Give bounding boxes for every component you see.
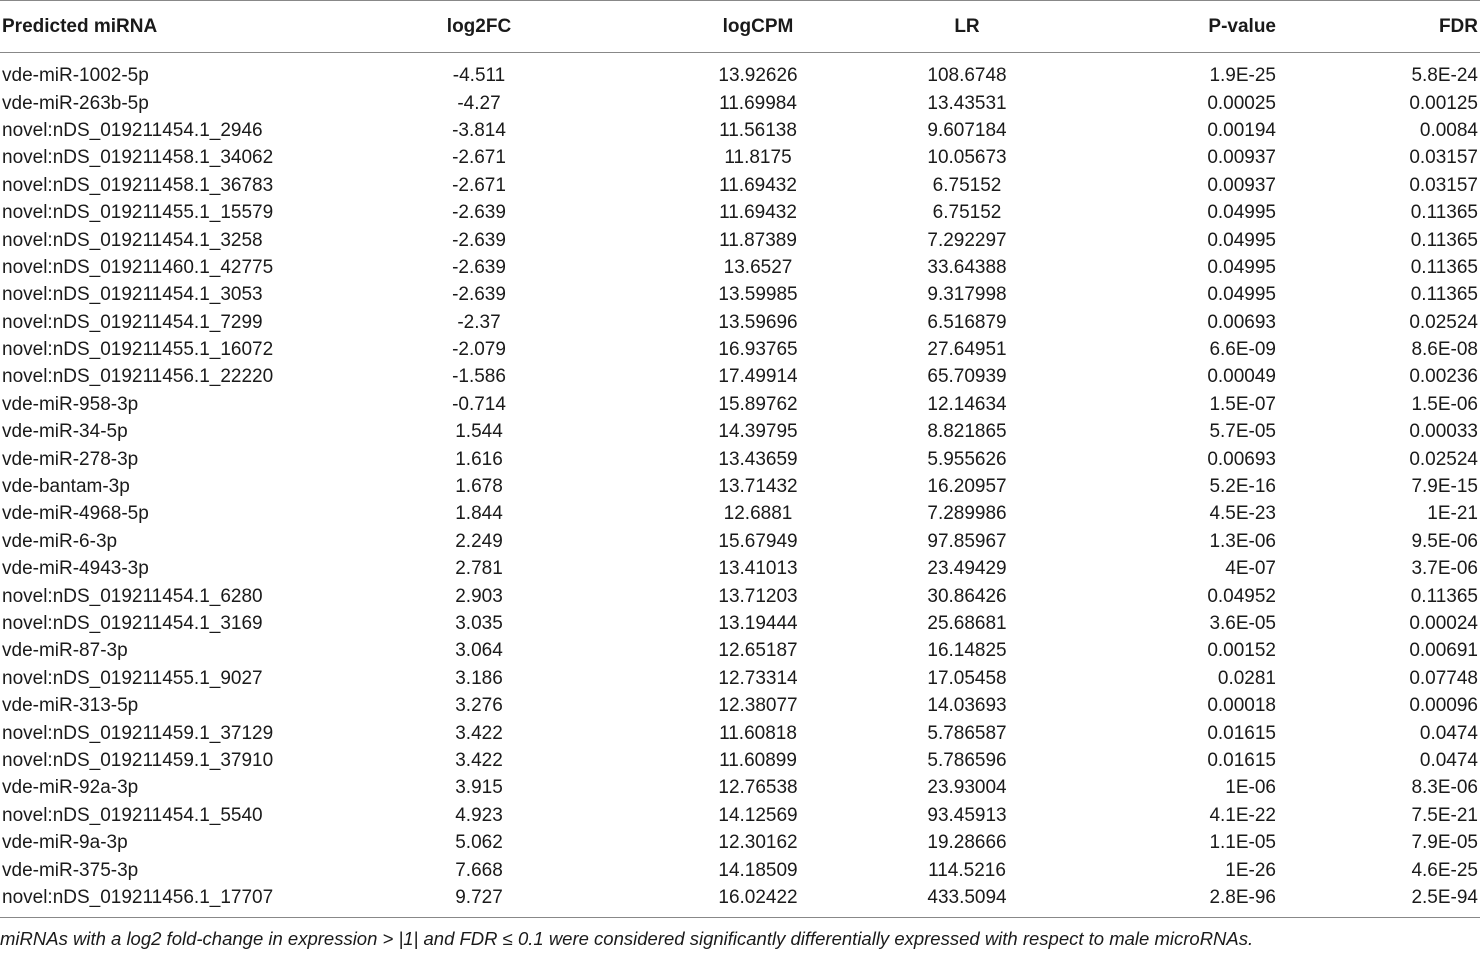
lr-cell: 5.786587	[927, 722, 1007, 744]
log2fc-cell: -2.079	[452, 339, 506, 361]
log2fc-cell: -4.27	[457, 92, 501, 114]
logcpm-cell: 11.69432	[719, 174, 797, 196]
logcpm-cell: 14.18509	[718, 859, 798, 881]
logcpm-cell: 11.69432	[719, 202, 797, 224]
fdr-cell: 7.9E-05	[1411, 832, 1478, 854]
logcpm-cell: 12.30162	[718, 832, 798, 854]
fdr-cell: 8.6E-08	[1411, 339, 1478, 361]
logcpm-cell: 13.41013	[718, 558, 798, 580]
fdr-cell: 0.11365	[1410, 585, 1478, 607]
p-value-cell: 0.0281	[1217, 667, 1276, 689]
mirna-name-cell: novel:nDS_019211455.1_9027	[2, 667, 263, 689]
table-row	[0, 829, 1480, 856]
log2fc-cell: -1.586	[452, 366, 506, 388]
fdr-cell: 0.11365	[1410, 229, 1478, 251]
log2fc-cell: 3.064	[455, 640, 503, 662]
p-value-cell: 6.6E-09	[1209, 339, 1276, 361]
p-value-cell: 0.04995	[1207, 256, 1276, 278]
p-value-cell: 0.04952	[1207, 585, 1276, 607]
mirna-name-cell: vde-miR-4968-5p	[2, 503, 149, 525]
lr-cell: 5.786596	[927, 749, 1007, 771]
lr-cell: 23.93004	[927, 777, 1007, 799]
lr-cell: 33.64388	[927, 256, 1007, 278]
mirna-name-cell: novel:nDS_019211454.1_3053	[2, 284, 263, 306]
table-row	[0, 473, 1480, 500]
lr-cell: 9.607184	[927, 119, 1007, 141]
log2fc-cell: -2.639	[452, 284, 506, 306]
fdr-cell: 0.11365	[1410, 284, 1478, 306]
mirna-name-cell: novel:nDS_019211454.1_3169	[2, 613, 263, 634]
table-row	[0, 419, 1480, 446]
lr-cell: 19.28666	[927, 832, 1007, 854]
logcpm-cell: 17.49914	[718, 366, 798, 388]
table-row	[0, 391, 1480, 418]
fdr-cell: 0.02524	[1409, 311, 1478, 333]
table-row	[0, 282, 1480, 309]
lr-cell: 6.75152	[932, 202, 1002, 224]
lr-cell: 108.6748	[927, 65, 1007, 87]
logcpm-cell: 12.65187	[718, 640, 798, 662]
mirna-name-cell: novel:nDS_019211460.1_42775	[2, 256, 274, 278]
fdr-cell: 1E-21	[1427, 503, 1478, 525]
fdr-cell: 7.5E-21	[1411, 804, 1478, 826]
header-lr: LR	[890, 1, 1044, 53]
mirna-name-cell: novel:nDS_019211455.1_15579	[2, 202, 274, 224]
p-value-cell: 2.8E-96	[1209, 886, 1276, 908]
log2fc-cell: 2.903	[455, 585, 503, 607]
log2fc-cell: 3.915	[455, 777, 503, 799]
p-value-cell: 0.00025	[1207, 92, 1276, 114]
lr-cell: 12.14634	[927, 393, 1007, 415]
p-value-cell: 1E-26	[1225, 859, 1276, 881]
log2fc-cell: -0.714	[452, 393, 506, 415]
mirna-name-cell: novel:nDS_019211455.1_16072	[2, 339, 274, 361]
lr-cell: 25.68681	[927, 613, 1007, 634]
lr-cell: 6.516879	[927, 311, 1007, 333]
logcpm-cell: 13.71432	[718, 476, 798, 498]
table-row	[0, 309, 1480, 336]
log2fc-cell: -2.671	[452, 174, 506, 196]
table-header	[0, 1, 1480, 53]
p-value-cell: 1.3E-06	[1209, 530, 1276, 552]
table-row	[0, 720, 1480, 747]
lr-cell: 8.821865	[927, 421, 1007, 443]
mirna-name-cell: novel:nDS_019211456.1_22220	[2, 366, 274, 388]
p-value-cell: 4.1E-22	[1209, 804, 1276, 826]
mirna-name-cell: novel:nDS_019211454.1_6280	[2, 585, 263, 607]
mirna-name-cell: novel:nDS_019211454.1_3258	[2, 229, 263, 251]
fdr-cell: 0.00236	[1409, 366, 1478, 388]
table-row	[0, 556, 1480, 583]
lr-cell: 23.49429	[927, 558, 1007, 580]
p-value-cell: 0.00937	[1207, 147, 1276, 169]
log2fc-cell: -2.37	[457, 311, 501, 333]
table-row	[0, 884, 1480, 917]
lr-cell: 30.86426	[927, 585, 1007, 607]
logcpm-cell: 12.38077	[718, 695, 798, 717]
logcpm-cell: 13.19444	[718, 613, 798, 634]
logcpm-cell: 11.60899	[719, 749, 797, 771]
lr-cell: 17.05458	[927, 667, 1007, 689]
lr-cell: 93.45913	[927, 804, 1007, 826]
p-value-cell: 1.9E-25	[1209, 65, 1276, 87]
table-row	[0, 446, 1480, 473]
logcpm-cell: 12.73314	[718, 667, 798, 689]
logcpm-cell: 13.6527	[723, 256, 793, 278]
table-row	[0, 802, 1480, 829]
p-value-cell: 0.00937	[1207, 174, 1276, 196]
fdr-cell: 9.5E-06	[1411, 530, 1478, 552]
fdr-cell: 2.5E-94	[1411, 886, 1478, 908]
fdr-cell: 0.00691	[1409, 640, 1478, 662]
table-row	[0, 857, 1480, 884]
p-value-cell: 0.01615	[1207, 749, 1276, 771]
p-value-cell: 0.01615	[1207, 722, 1276, 744]
p-value-cell: 5.2E-16	[1209, 476, 1276, 498]
log2fc-cell: 3.186	[455, 667, 503, 689]
lr-cell: 27.64951	[927, 339, 1007, 361]
log2fc-cell: 3.422	[455, 722, 503, 744]
logcpm-cell: 11.60818	[719, 722, 797, 744]
logcpm-cell: 13.59985	[718, 284, 798, 306]
table-body	[0, 53, 1480, 918]
table-row	[0, 227, 1480, 254]
p-value-cell: 0.00693	[1207, 448, 1276, 470]
lr-cell: 65.70939	[927, 366, 1007, 388]
p-value-cell: 0.00152	[1207, 640, 1276, 662]
p-value-cell: 0.04995	[1207, 202, 1276, 224]
fdr-cell: 0.07748	[1409, 667, 1478, 689]
p-value-cell: 1.1E-05	[1209, 832, 1276, 854]
log2fc-cell: -2.671	[452, 147, 506, 169]
fdr-cell: 4.6E-25	[1411, 859, 1478, 881]
table-row	[0, 90, 1480, 117]
log2fc-cell: 2.249	[455, 530, 503, 552]
p-value-cell: 1E-06	[1225, 777, 1276, 799]
mirna-name-cell: vde-miR-9a-3p	[2, 832, 128, 854]
table-row	[0, 53, 1480, 90]
mirna-name-cell: vde-miR-34-5p	[2, 421, 128, 443]
log2fc-cell: 1.616	[455, 448, 503, 470]
fdr-cell: 0.00096	[1409, 695, 1478, 717]
lr-cell: 7.289986	[927, 503, 1007, 525]
p-value-cell: 0.04995	[1207, 229, 1276, 251]
logcpm-cell: 11.87389	[719, 229, 797, 251]
fdr-cell: 8.3E-06	[1411, 777, 1478, 799]
mirna-name-cell: vde-miR-87-3p	[2, 640, 128, 662]
mirna-name-cell: novel:nDS_019211454.1_5540	[2, 804, 263, 826]
header-predicted-mirna: Predicted miRNA	[0, 1, 334, 53]
log2fc-cell: 1.844	[455, 503, 503, 525]
fdr-cell: 0.03157	[1409, 174, 1478, 196]
logcpm-cell: 15.89762	[718, 393, 798, 415]
log2fc-cell: 5.062	[455, 832, 503, 854]
table-row	[0, 528, 1480, 555]
fdr-cell: 0.11365	[1410, 202, 1478, 224]
header-fdr: FDR	[1276, 1, 1480, 53]
table-row	[0, 775, 1480, 802]
fdr-cell: 1.5E-06	[1411, 393, 1478, 415]
logcpm-cell: 16.93765	[718, 339, 798, 361]
p-value-cell: 4.5E-23	[1209, 503, 1276, 525]
mirna-name-cell: novel:nDS_019211458.1_36783	[2, 174, 274, 196]
p-value-cell: 0.00693	[1207, 311, 1276, 333]
mirna-name-cell: vde-miR-263b-5p	[2, 92, 149, 114]
fdr-cell: 0.0474	[1419, 722, 1478, 744]
log2fc-cell: -2.639	[452, 229, 506, 251]
fdr-cell: 0.0084	[1419, 119, 1478, 141]
p-value-cell: 0.00194	[1207, 119, 1276, 141]
mirna-name-cell: vde-miR-958-3p	[2, 393, 139, 415]
mirna-name-cell: vde-miR-92a-3p	[2, 777, 139, 799]
logcpm-cell: 11.8175	[724, 147, 792, 169]
lr-cell: 16.14825	[927, 640, 1007, 662]
mirna-name-cell: vde-miR-313-5p	[2, 695, 139, 717]
p-value-cell: 0.00049	[1207, 366, 1276, 388]
p-value-cell: 3.6E-05	[1209, 613, 1276, 634]
logcpm-cell: 16.02422	[718, 886, 798, 908]
fdr-cell: 0.11365	[1410, 256, 1478, 278]
lr-cell: 97.85967	[927, 530, 1007, 552]
log2fc-cell: -2.639	[452, 202, 506, 224]
fdr-cell: 0.03157	[1409, 147, 1478, 169]
logcpm-cell: 12.6881	[723, 503, 793, 525]
mirna-name-cell: novel:nDS_019211459.1_37129	[2, 722, 274, 744]
lr-cell: 7.292297	[927, 229, 1007, 251]
logcpm-cell: 12.76538	[718, 777, 798, 799]
header-logcpm: logCPM	[626, 1, 890, 53]
p-value-cell: 0.00018	[1207, 695, 1276, 717]
logcpm-cell: 14.39795	[718, 421, 798, 443]
p-value-cell: 1.5E-07	[1209, 393, 1276, 415]
lr-cell: 9.317998	[927, 284, 1007, 306]
table-row	[0, 336, 1480, 363]
mirna-name-cell: vde-miR-6-3p	[2, 530, 118, 552]
log2fc-cell: 2.781	[455, 558, 503, 580]
mirna-name-cell: vde-miR-1002-5p	[2, 65, 149, 87]
mirna-name-cell: novel:nDS_019211459.1_37910	[2, 749, 274, 771]
lr-cell: 433.5094	[927, 886, 1007, 908]
table-row	[0, 117, 1480, 144]
lr-cell: 10.05673	[927, 147, 1007, 169]
logcpm-cell: 13.71203	[718, 585, 798, 607]
mirna-name-cell: vde-miR-4943-3p	[2, 558, 149, 580]
p-value-cell: 4E-07	[1225, 558, 1276, 580]
table-row	[0, 364, 1480, 391]
table-row	[0, 747, 1480, 774]
table-row	[0, 610, 1480, 637]
lr-cell: 6.75152	[932, 174, 1002, 196]
logcpm-cell: 13.59696	[718, 311, 798, 333]
lr-cell: 5.955626	[927, 448, 1007, 470]
p-value-cell: 0.04995	[1207, 284, 1276, 306]
logcpm-cell: 11.56138	[719, 119, 797, 141]
fdr-cell: 0.00033	[1409, 421, 1478, 443]
header-p-value: P-value	[1044, 1, 1276, 53]
log2fc-cell: 4.923	[455, 804, 503, 826]
log2fc-cell: 1.544	[455, 421, 503, 443]
p-value-cell: 5.7E-05	[1209, 421, 1276, 443]
table-row	[0, 501, 1480, 528]
logcpm-cell: 14.12569	[718, 804, 798, 826]
table-row	[0, 172, 1480, 199]
lr-cell: 114.5216	[928, 859, 1006, 881]
logcpm-cell: 13.43659	[718, 448, 798, 470]
table-row	[0, 199, 1480, 226]
lr-cell: 16.20957	[927, 476, 1007, 498]
fdr-cell: 0.00125	[1409, 92, 1478, 114]
log2fc-cell: -3.814	[452, 119, 506, 141]
log2fc-cell: 9.727	[455, 886, 503, 908]
log2fc-cell: 3.035	[455, 613, 503, 634]
log2fc-cell: -2.639	[452, 256, 506, 278]
log2fc-cell: 7.668	[455, 859, 503, 881]
table-row	[0, 692, 1480, 719]
lr-cell: 14.03693	[927, 695, 1007, 717]
mirna-name-cell: novel:nDS_019211456.1_17707	[2, 886, 274, 908]
mirna-name-cell: vde-miR-278-3p	[2, 448, 139, 470]
log2fc-cell: 1.678	[455, 476, 503, 498]
log2fc-cell: 3.276	[455, 695, 503, 717]
mirna-name-cell: vde-bantam-3p	[2, 476, 130, 498]
fdr-cell: 0.00024	[1409, 613, 1478, 634]
table-row	[0, 145, 1480, 172]
mirna-name-cell: novel:nDS_019211454.1_7299	[2, 311, 263, 333]
log2fc-cell: 3.422	[455, 749, 503, 771]
table-row	[0, 638, 1480, 665]
table-row	[0, 665, 1480, 692]
mirna-name-cell: vde-miR-375-3p	[2, 859, 139, 881]
fdr-cell: 5.8E-24	[1411, 65, 1478, 87]
logcpm-cell: 15.67949	[718, 530, 798, 552]
table-row	[0, 583, 1480, 610]
fdr-cell: 7.9E-15	[1411, 476, 1478, 498]
table-footnote: miRNAs with a log2 fold-change in expression > |1| and FDR ≤ 0.1 were considered significantly differentially expressed with respect to male microRNAs.	[0, 928, 1254, 949]
mirna-name-cell: novel:nDS_019211458.1_34062	[2, 147, 274, 169]
fdr-cell: 3.7E-06	[1411, 558, 1478, 580]
mirna-name-cell: novel:nDS_019211454.1_2946	[2, 119, 263, 141]
table-row	[0, 254, 1480, 281]
logcpm-cell: 11.69984	[719, 92, 797, 114]
lr-cell: 13.43531	[927, 92, 1007, 114]
header-log2fc: log2FC	[334, 1, 626, 53]
header-row	[0, 1, 1480, 53]
logcpm-cell: 13.92626	[718, 65, 798, 87]
fdr-cell: 0.02524	[1409, 448, 1478, 470]
log2fc-cell: -4.511	[452, 65, 506, 87]
fdr-cell: 0.0474	[1419, 749, 1478, 771]
